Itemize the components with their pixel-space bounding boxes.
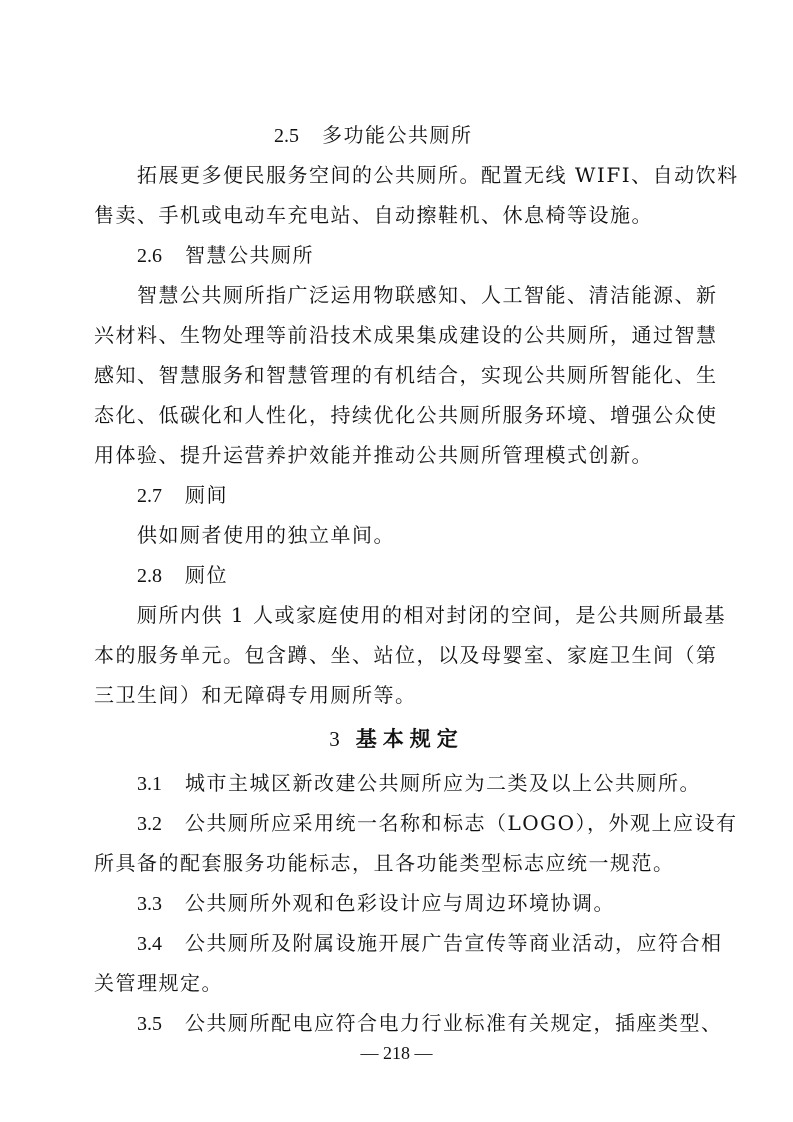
paragraph-line	[0, 595, 793, 635]
paragraph-line	[0, 963, 793, 1003]
text-line: 三卫生间）和无障碍专用厕所等。	[94, 683, 417, 707]
paragraph-line	[0, 155, 793, 195]
clause-title: 多功能公共厕所	[322, 123, 473, 147]
clause-title: 厕位	[185, 563, 228, 587]
clause-text: 公共厕所外观和色彩设计应与周边环境协调。	[185, 891, 615, 915]
paragraph-line	[0, 675, 793, 715]
clause-text: 城市主城区新改建公共厕所应为二类及以上公共厕所。	[185, 771, 701, 795]
text-line: 态化、低碳化和人性化，持续优化公共厕所服务环境、增强公众使	[94, 403, 718, 427]
clause-number: 2.6	[137, 245, 162, 267]
text-line: 智慧公共厕所指广泛运用物联感知、人工智能、清洁能源、新	[137, 283, 718, 307]
section-number: 3	[329, 727, 340, 751]
clause-number: 3.1	[137, 773, 162, 795]
clause-number: 3.5	[137, 1013, 162, 1035]
paragraph-line	[0, 515, 793, 555]
text-line: 售卖、手机或电动车充电站、自动擦鞋机、休息椅等设施。	[94, 203, 653, 227]
text-line: 供如厕者使用的独立单间。	[137, 523, 395, 547]
clause-3-1	[0, 763, 793, 803]
section-3-title	[0, 723, 793, 753]
clause-number: 3.4	[137, 933, 162, 955]
section-title-text: 基本规定	[355, 727, 464, 751]
clause-number: 3.3	[137, 893, 162, 915]
clause-title: 智慧公共厕所	[185, 243, 314, 267]
paragraph-line	[0, 195, 793, 235]
clause-2-6-heading	[0, 235, 793, 275]
clause-3-5	[0, 1003, 793, 1043]
clause-3-2	[0, 803, 793, 843]
clause-text: 公共厕所配电应符合电力行业标准有关规定，插座类型、	[185, 1011, 723, 1035]
paragraph-line	[0, 435, 793, 475]
text-line: 关管理规定。	[94, 971, 223, 995]
paragraph-line	[0, 275, 793, 315]
clause-text: 公共厕所应采用统一名称和标志（LOGO），外观上应设有	[185, 811, 738, 835]
clause-2-7-heading	[0, 475, 793, 515]
clause-3-4	[0, 923, 793, 963]
paragraph-line	[0, 315, 793, 355]
clause-number: 3.2	[137, 813, 162, 835]
text-line: 本的服务单元。包含蹲、坐、站位，以及母婴室、家庭卫生间（第	[94, 643, 718, 667]
clause-title: 厕间	[185, 483, 228, 507]
clause-2-5-heading	[0, 115, 793, 155]
paragraph-line	[0, 843, 793, 883]
text-line: 兴材料、生物处理等前沿技术成果集成建设的公共厕所，通过智慧	[94, 323, 718, 347]
text-line: 感知、智慧服务和智慧管理的有机结合，实现公共厕所智能化、生	[94, 363, 718, 387]
text-line: 厕所内供 1 人或家庭使用的相对封闭的空间，是公共厕所最基	[137, 603, 726, 627]
text-line: 用体验、提升运营养护效能并推动公共厕所管理模式创新。	[94, 443, 653, 467]
clause-text: 公共厕所及附属设施开展广告宣传等商业活动，应符合相	[185, 931, 723, 955]
clause-number: 2.8	[137, 565, 162, 587]
paragraph-line	[0, 355, 793, 395]
clause-2-8-heading	[0, 555, 793, 595]
text-line: 所具备的配套服务功能标志，且各功能类型标志应统一规范。	[94, 851, 675, 875]
clause-number: 2.5	[274, 125, 299, 147]
clause-3-3	[0, 883, 793, 923]
page-number: — 218 —	[360, 1043, 433, 1063]
paragraph-line	[0, 395, 793, 435]
clause-number: 2.7	[137, 485, 162, 507]
paragraph-line	[0, 635, 793, 675]
text-line: 拓展更多便民服务空间的公共厕所。配置无线 WIFI、自动饮料	[137, 163, 739, 187]
